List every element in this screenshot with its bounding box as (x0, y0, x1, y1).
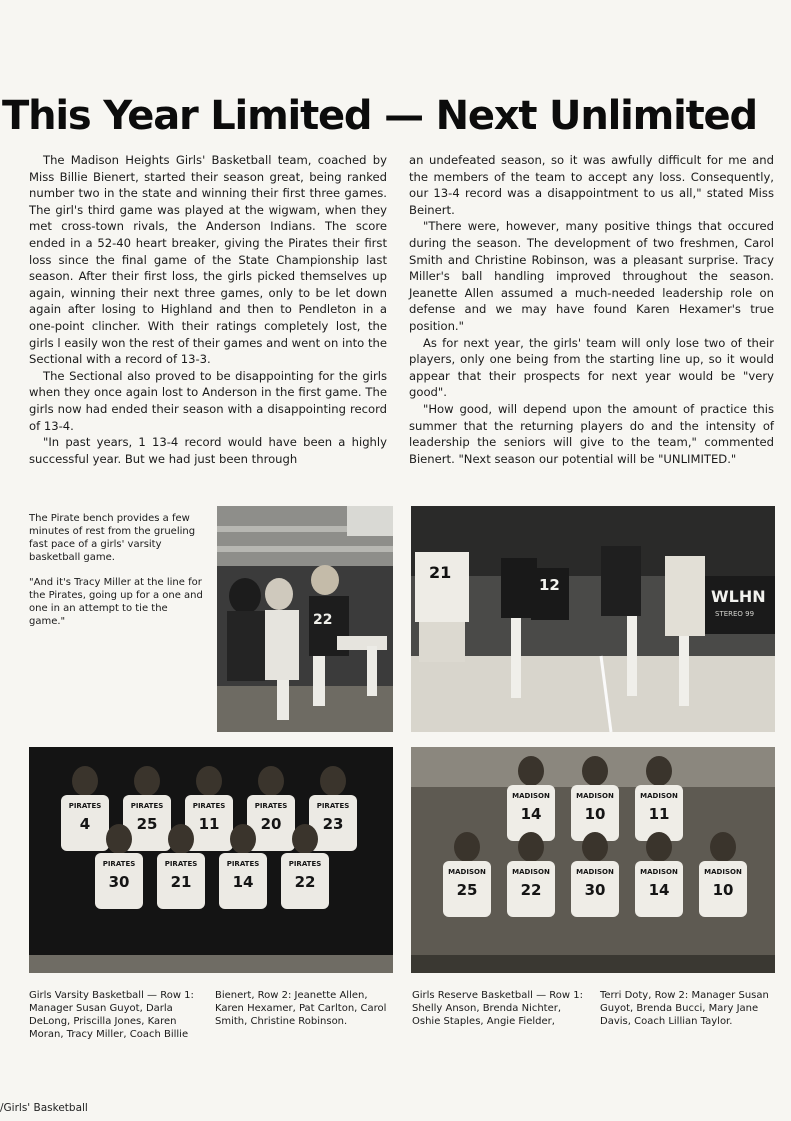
jersey-number: 14 (232, 873, 254, 891)
article-paragraph: "In past years, 1 13-4 record would have been a highly successful year. But we had just been through (29, 435, 387, 466)
game-action-photo (411, 506, 775, 732)
reserve-team-photo (411, 747, 775, 973)
varsity-caption (29, 989, 205, 1041)
bench-photo-image (217, 506, 393, 732)
jersey-word: PIRATES (164, 860, 198, 868)
caption-text: Girls Reserve Basketball — Row 1: Shelly Anson, Brenda Nichter, Oshie Staples, Angie Fielder, (412, 990, 583, 1027)
jersey-number: 20 (260, 815, 282, 833)
jersey-number: 11 (648, 805, 670, 823)
jersey-number: 11 (198, 815, 220, 833)
jersey-word: MADISON (512, 868, 550, 876)
jersey-number: 25 (136, 815, 158, 833)
jersey-number: 30 (584, 881, 606, 899)
jersey-number: 12 (539, 576, 560, 594)
jersey-word: PIRATES (226, 860, 260, 868)
jersey-word: PIRATES (102, 860, 136, 868)
jersey-word: PIRATES (254, 802, 288, 810)
jersey-number: 10 (712, 881, 734, 899)
jersey-number: 22 (313, 612, 333, 628)
jersey-word: MADISON (640, 792, 678, 800)
jersey-number: 22 (520, 881, 542, 899)
jersey-word: PIRATES (192, 802, 226, 810)
jersey-number: 21 (170, 873, 192, 891)
article-paragraph: "How good, will depend upon the amount of practice this summer that the returning players do and the intensity of leadership the seniors will give to the team," commented Bienert. "Next season our potential will be "UNLIMITED." (409, 401, 774, 466)
varsity-team-photo (29, 747, 393, 973)
jersey-number: 14 (520, 805, 542, 823)
article-column-right (409, 152, 774, 467)
bench-caption (29, 512, 203, 628)
reserve-team-image (411, 747, 775, 973)
jersey-number: 23 (322, 815, 344, 833)
jersey-word: PIRATES (288, 860, 322, 868)
reserve-caption-continued (600, 989, 776, 1028)
jersey-word: PIRATES (130, 802, 164, 810)
jersey-word: PIRATES (68, 802, 102, 810)
jersey-number: 30 (108, 873, 130, 891)
article-column-left (29, 152, 387, 467)
jersey-word: MADISON (704, 868, 742, 876)
jersey-number: 21 (429, 563, 452, 582)
jersey-number: 25 (456, 881, 478, 899)
caption-text: The Pirate bench provides a few minutes of rest from the grueling fast pace of a girls' varsity basketball game. (29, 513, 196, 563)
game-action-image (411, 506, 775, 732)
reserve-caption (412, 989, 592, 1028)
jersey-number: 14 (648, 881, 670, 899)
jersey-word: MADISON (448, 868, 486, 876)
varsity-team-image (29, 747, 393, 973)
caption-text: Girls Varsity Basketball — Row 1: Manager Susan Guyot, Darla DeLong, Priscilla Jones, Karen Moran, Tracy Miller, Coach Billie (29, 990, 194, 1040)
jersey-word: MADISON (512, 792, 550, 800)
jersey-number: 4 (79, 815, 91, 833)
jersey-word: MADISON (640, 868, 678, 876)
bench-photo (217, 506, 393, 732)
caption-text: "And it's Tracy Miller at the line for the Pirates, going up for a one and one in an attempt to tie the game." (29, 577, 203, 627)
caption-text: Terri Doty, Row 2: Manager Susan Guyot, Brenda Bucci, Mary Jane Davis, Coach Lillian Taylor. (600, 990, 769, 1027)
page-footer: /Girls' Basketball (0, 1102, 88, 1114)
banner-text: WLHN (711, 587, 766, 606)
varsity-caption-continued (215, 989, 393, 1028)
article-paragraph: The Madison Heights Girls' Basketball team, coached by Miss Billie Bienert, started their season great, being ranked number two in the state and winning their first three games. The girl's third game was played at the wigwam, when they met cross-town rivals, the Anderson Indians. The score ended in a 52-40 heart breaker, giving the Pirates their first loss since the final game of the State Championship last season. After their first loss, the girls picked themselves up again, winning their next three games, only to be let down again after losing to Highland and then to Pendleton in a one-point clincher. With their ratings completely lost, the girls l easily won the rest of their games and went on into the Sectional with a record of 13-3. (29, 153, 387, 367)
article-paragraph: As for next year, the girls' team will only lose two of their players, only one being from the starting line up, so it would appear that their prospects for next year would be "very good". (409, 335, 774, 400)
jersey-word: MADISON (576, 792, 614, 800)
article-paragraph: The Sectional also proved to be disappointing for the girls when they once again lost to Anderson in the first game. The girls now had ended their season with a disappointing record of 13-4. (29, 368, 387, 433)
caption-text: Bienert, Row 2: Jeanette Allen, Karen Hexamer, Pat Carlton, Carol Smith, Christine Robinson. (215, 990, 387, 1027)
article-paragraph: an undefeated season, so it was awfully difficult for me and the members of the team to accept any loss. Consequently, our 13-4 record was a disappointment to us all," stated Miss Beinert. (409, 153, 774, 217)
banner-subtext: STEREO 99 (715, 610, 755, 618)
jersey-number: 10 (584, 805, 606, 823)
jersey-number: 22 (294, 873, 316, 891)
page-headline: This Year Limited — Next Unlimited (2, 93, 757, 139)
jersey-word: MADISON (576, 868, 614, 876)
article-paragraph: "There were, however, many positive things that occured during the season. The development of two freshmen, Carol Smith and Christine Robinson, was a pleasant surprise. Tracy Miller's ball handling improved throughout the season. Jeanette Allen assumed a much-needed leadership role on defense and we may have found Karen Hexamer's true position." (409, 219, 774, 333)
jersey-word: PIRATES (316, 802, 350, 810)
